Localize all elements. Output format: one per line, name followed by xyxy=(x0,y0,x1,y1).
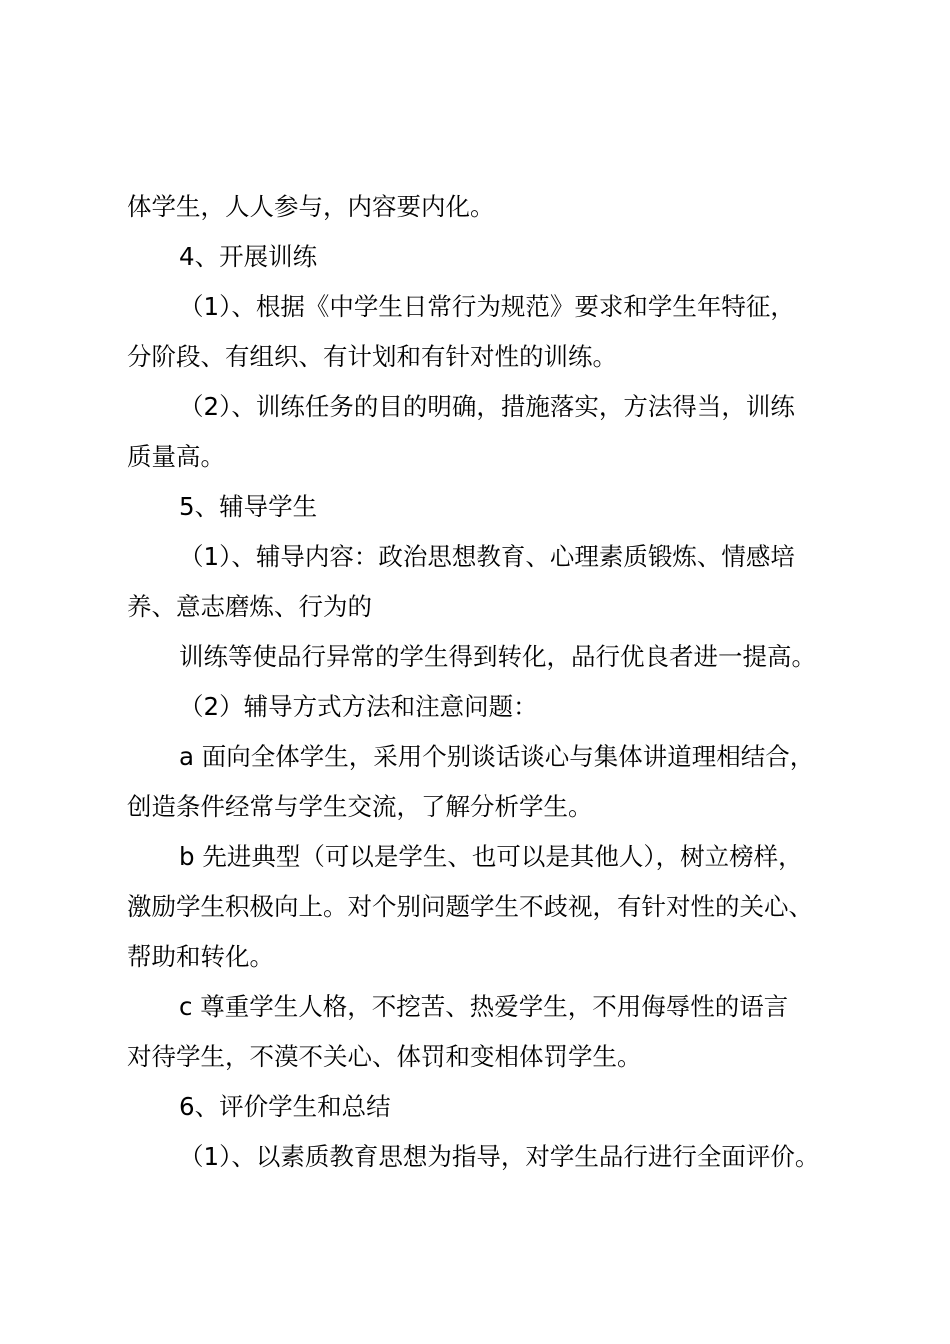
text-line: 养、意志磨炼、行为的 xyxy=(127,592,372,621)
document-body xyxy=(127,182,857,1182)
text-line: 激励学生积极向上。对个别问题学生不歧视，有针对性的关心、 xyxy=(127,892,813,921)
text-line: （1）、辅导内容：政治思想教育、心理素质锻炼、情感培 xyxy=(179,542,795,571)
text-line: b 先进典型（可以是学生、也可以是其他人），树立榜样， xyxy=(179,842,803,871)
text-line: （2）、训练任务的目的明确，措施落实，方法得当，训练 xyxy=(179,392,795,421)
text-line: （1）、根据《中学生日常行为规范》要求和学生年特征， xyxy=(179,292,795,321)
text-line: 创造条件经常与学生交流，了解分析学生。 xyxy=(127,792,593,821)
text-line: 分阶段、有组织、有计划和有针对性的训练。 xyxy=(127,342,617,371)
text-line: 帮助和转化。 xyxy=(127,942,274,971)
text-line: （2）辅导方式方法和注意问题： xyxy=(179,692,538,721)
text-line: 质量高。 xyxy=(127,442,225,471)
section-heading: 6、评价学生和总结 xyxy=(179,1092,391,1121)
text-line: 体学生，人人参与，内容要内化。 xyxy=(127,192,495,221)
text-line: a 面向全体学生，采用个别谈话谈心与集体讲道理相结合， xyxy=(179,742,815,771)
text-line: c 尊重学生人格，不挖苦、热爱学生，不用侮辱性的语言 xyxy=(179,992,789,1021)
text-line: （1）、以素质教育思想为指导，对学生品行进行全面评价。 xyxy=(179,1142,820,1171)
section-heading: 5、辅导学生 xyxy=(179,492,318,521)
text-line: 对待学生，不漠不关心、体罚和变相体罚学生。 xyxy=(127,1042,642,1071)
text-line: 训练等使品行异常的学生得到转化，品行优良者进一提高。 xyxy=(179,642,816,671)
section-heading: 4、开展训练 xyxy=(179,242,318,271)
